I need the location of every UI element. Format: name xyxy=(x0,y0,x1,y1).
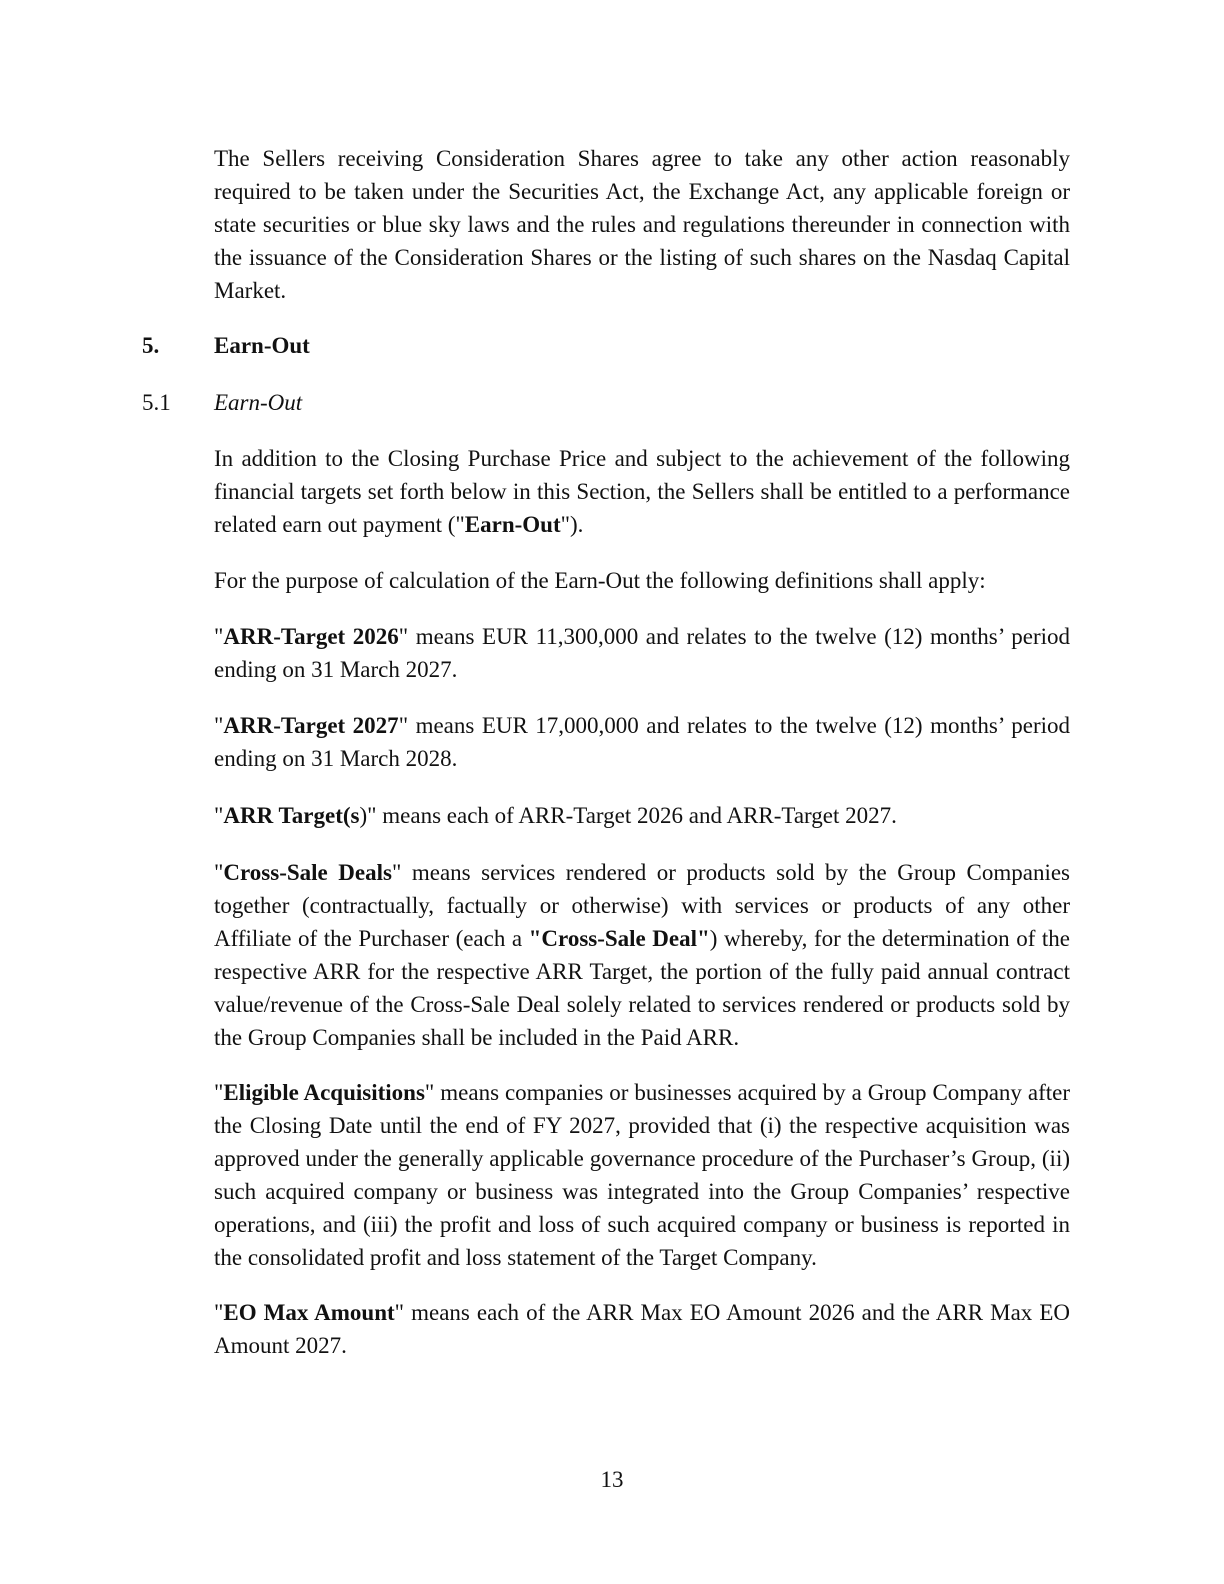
definition-text-a: means services rendered or products sold by the Group Companies together (contractually, factually or otherwise) with services or products of any other Affiliate of the Purchaser (each a xyxy=(214,860,1070,951)
quote-close: " xyxy=(398,713,409,738)
earnout-intro-text: In addition to the Closing Purchase Price and subject to the achievement of the following financial targets set forth below in this Section, the Sellers shall be entitled to a performance related earn out payment (" xyxy=(214,446,1070,537)
quote-open: " xyxy=(214,1080,224,1105)
paren-close: ) xyxy=(359,803,368,828)
earnout-intro-suffix: "). xyxy=(560,512,584,537)
section-title: Earn-Out xyxy=(214,333,310,358)
quote-open: " xyxy=(214,803,224,828)
defined-term: Cross-Sale Deals xyxy=(223,860,392,885)
definitions-intro: For the purpose of calculation of the Earn-Out the following definitions shall apply: xyxy=(214,568,986,593)
quote-open: " xyxy=(214,713,224,738)
page-number: 13 xyxy=(600,1467,624,1492)
earnout-intro-paragraph xyxy=(214,442,1070,541)
definition-arr-target-2026 xyxy=(214,620,1070,686)
definition-cross-sale-deals xyxy=(214,856,1070,1054)
quote-close: " xyxy=(398,624,409,649)
quote-open: " xyxy=(214,1300,224,1325)
quote-open: " xyxy=(214,860,224,885)
subsection-title: Earn-Out xyxy=(214,390,303,415)
earnout-term: Earn-Out xyxy=(464,512,561,537)
definition-text: means each of the ARR Max EO Amount 2026 and the ARR Max EO Amount 2027. xyxy=(214,1300,1070,1358)
quote-open: " xyxy=(214,624,224,649)
quote-close: " xyxy=(394,1300,405,1325)
section-number: 5. xyxy=(142,333,160,358)
defined-term: Eligible Acquisitions xyxy=(223,1080,425,1105)
definition-arr-targets xyxy=(214,799,1070,832)
definition-text: means EUR 11,300,000 and relates to the twelve (12) months’ period ending on 31 March 2027. xyxy=(214,624,1070,682)
definition-arr-target-2027 xyxy=(214,709,1070,775)
defined-term: ARR-Target 2027 xyxy=(223,713,399,738)
intro-paragraph: The Sellers receiving Consideration Shares agree to take any other action reasonably required to be taken under the Securities Act, the Exchange Act, any applicable foreign or state securities or blue sky laws and the rules and regulations thereunder in connection with the issuance of the Consideration Shares or the listing of such shares on the Nasdaq Capital Market. xyxy=(214,146,1070,303)
definition-text: means EUR 17,000,000 and relates to the twelve (12) months’ period ending on 31 March 2028. xyxy=(214,713,1071,771)
subsection-number: 5.1 xyxy=(142,390,171,415)
quote-close: " xyxy=(367,803,377,828)
defined-term: EO Max Amount xyxy=(223,1300,395,1325)
quote-close: " xyxy=(424,1080,435,1105)
definition-text: means each of ARR-Target 2026 and ARR-Target 2027. xyxy=(376,803,897,828)
defined-term: ARR-Target 2026 xyxy=(223,624,399,649)
quote-close: " xyxy=(391,860,402,885)
definition-text: means companies or businesses acquired by a Group Company after the Closing Date until the end of FY 2027, provided that (i) the respective acquisition was approved under the generally applicable governance procedure of the Purchaser’s Group, (ii) such acquired company or business was integrated into the Group Companies’ respective operations, and (iii) the profit and loss of such acquired company or business is reported in the consolidated profit and loss statement of the Target Company. xyxy=(214,1080,1070,1270)
definition-eo-max-amount xyxy=(214,1296,1070,1362)
definition-eligible-acquisitions xyxy=(214,1076,1070,1274)
definition-text-b: ) whereby, for the determination of the respective ARR for the respective ARR Target, the portion of the fully paid annual contract value/revenue of the Cross-Sale Deal solely related to services rendered or products sold by the Group Companies shall be included in the Paid ARR. xyxy=(214,926,1070,1050)
defined-term-cross-sale-deal: "Cross-Sale Deal" xyxy=(528,926,710,951)
defined-term: ARR Target(s xyxy=(223,803,360,828)
